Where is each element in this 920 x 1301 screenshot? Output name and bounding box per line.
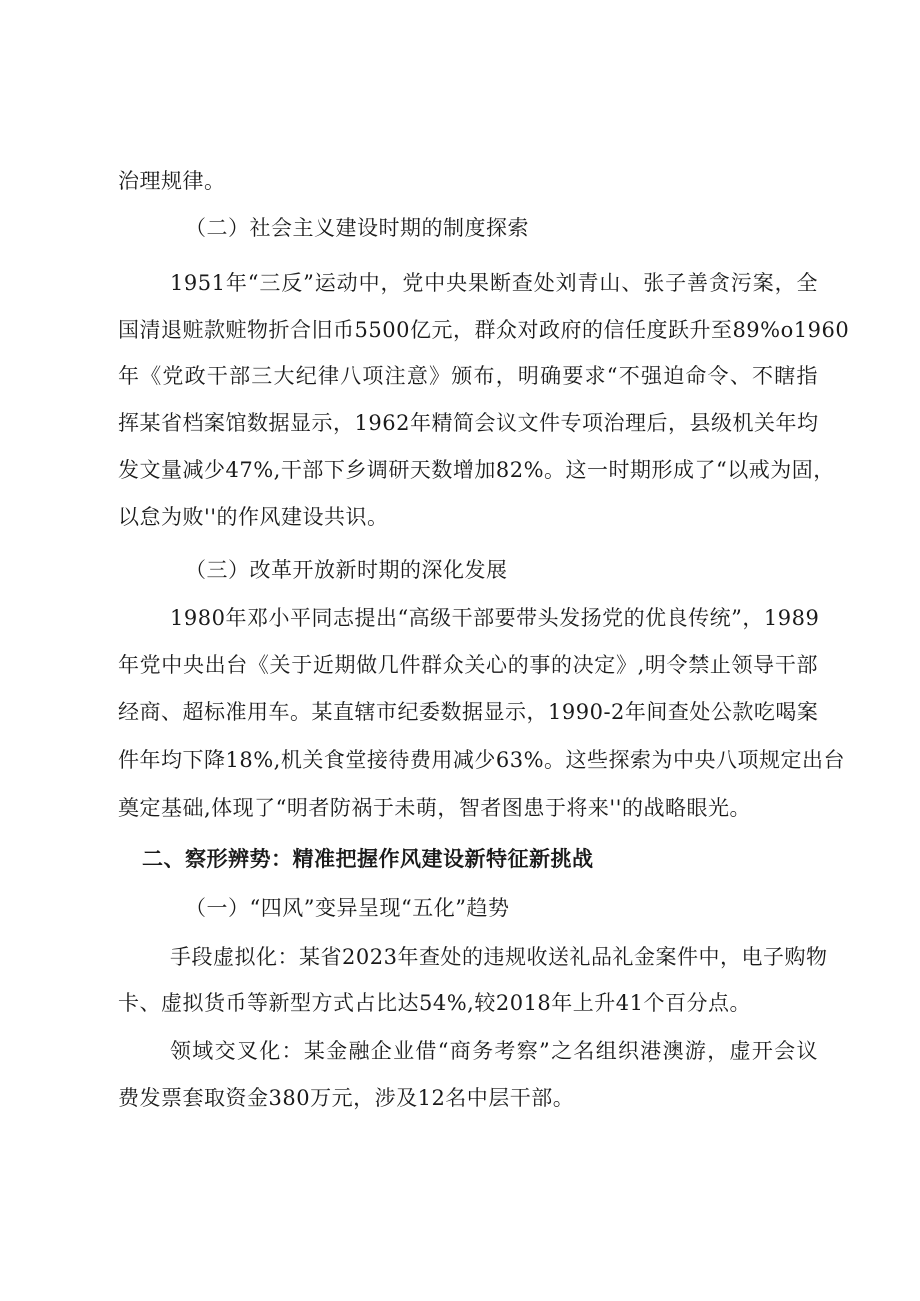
paragraph-line: 年《党政干部三大纪律八项注意》颁布，明确要求“不强迫命令、不瞎指 (118, 364, 818, 388)
paragraph-line: 挥某省档案馆数据显示，1962年精简会议文件专项治理后，县级机关年均 (118, 411, 819, 435)
paragraph-line: 手段虚拟化：某省2023年查处的违规收送礼品礼金案件中，电子购物 (170, 945, 828, 969)
paragraph-line: 领域交叉化：某金融企业借“商务考察”之名组织港澳游，虚开会议 (170, 1039, 818, 1063)
section-heading: 二、察形辨势：精准把握作风建设新特征新挑战 (142, 847, 594, 871)
paragraph-line: 年党中央出台《关于近期做几件群众关心的事的决定》,明令禁止领导干部 (118, 653, 818, 677)
paragraph-line: 卡、虚拟货币等新型方式占比达54%,较2018年上升41个百分点。 (118, 991, 752, 1015)
paragraph-line: 治理规律。 (118, 169, 226, 193)
paragraph-line: 费发票套取资金380万元，涉及12名中层干部。 (118, 1086, 575, 1110)
paragraph-line: 奠定基础,体现了“明者防祸于未萌，智者图患于将来''的战略眼光。 (118, 796, 751, 820)
paragraph-line: 件年均下降18%,机关食堂接待费用减少63%。这些探索为中央八项规定出台 (118, 748, 846, 772)
paragraph-line: 经商、超标准用车。某直辖市纪委数据显示，1990-2年间查处公款吃喝案 (118, 700, 819, 724)
subheading-construction-period: （二）社会主义建设时期的制度探索 (185, 216, 529, 240)
paragraph-line: 发文量减少47%,干部下乡调研天数增加82%。这一时期形成了“以戒为固， (118, 458, 835, 482)
paragraph-line: 国清退赃款赃物折合旧币5500亿元，群众对政府的信任度跃升至89%o1960 (118, 318, 850, 342)
paragraph-line: 以怠为败''的作风建设共识。 (118, 505, 389, 529)
subheading-four-styles: （一）“四风”变异呈现“五化”趋势 (185, 896, 510, 920)
subheading-reform-period: （三）改革开放新时期的深化发展 (185, 558, 508, 582)
paragraph-line: 1951年“三反”运动中，党中央果断查处刘青山、张子善贪污案，全 (170, 271, 818, 295)
paragraph-line: 1980年邓小平同志提出“高级干部要带头发扬党的优良传统”，1989 (170, 606, 820, 630)
